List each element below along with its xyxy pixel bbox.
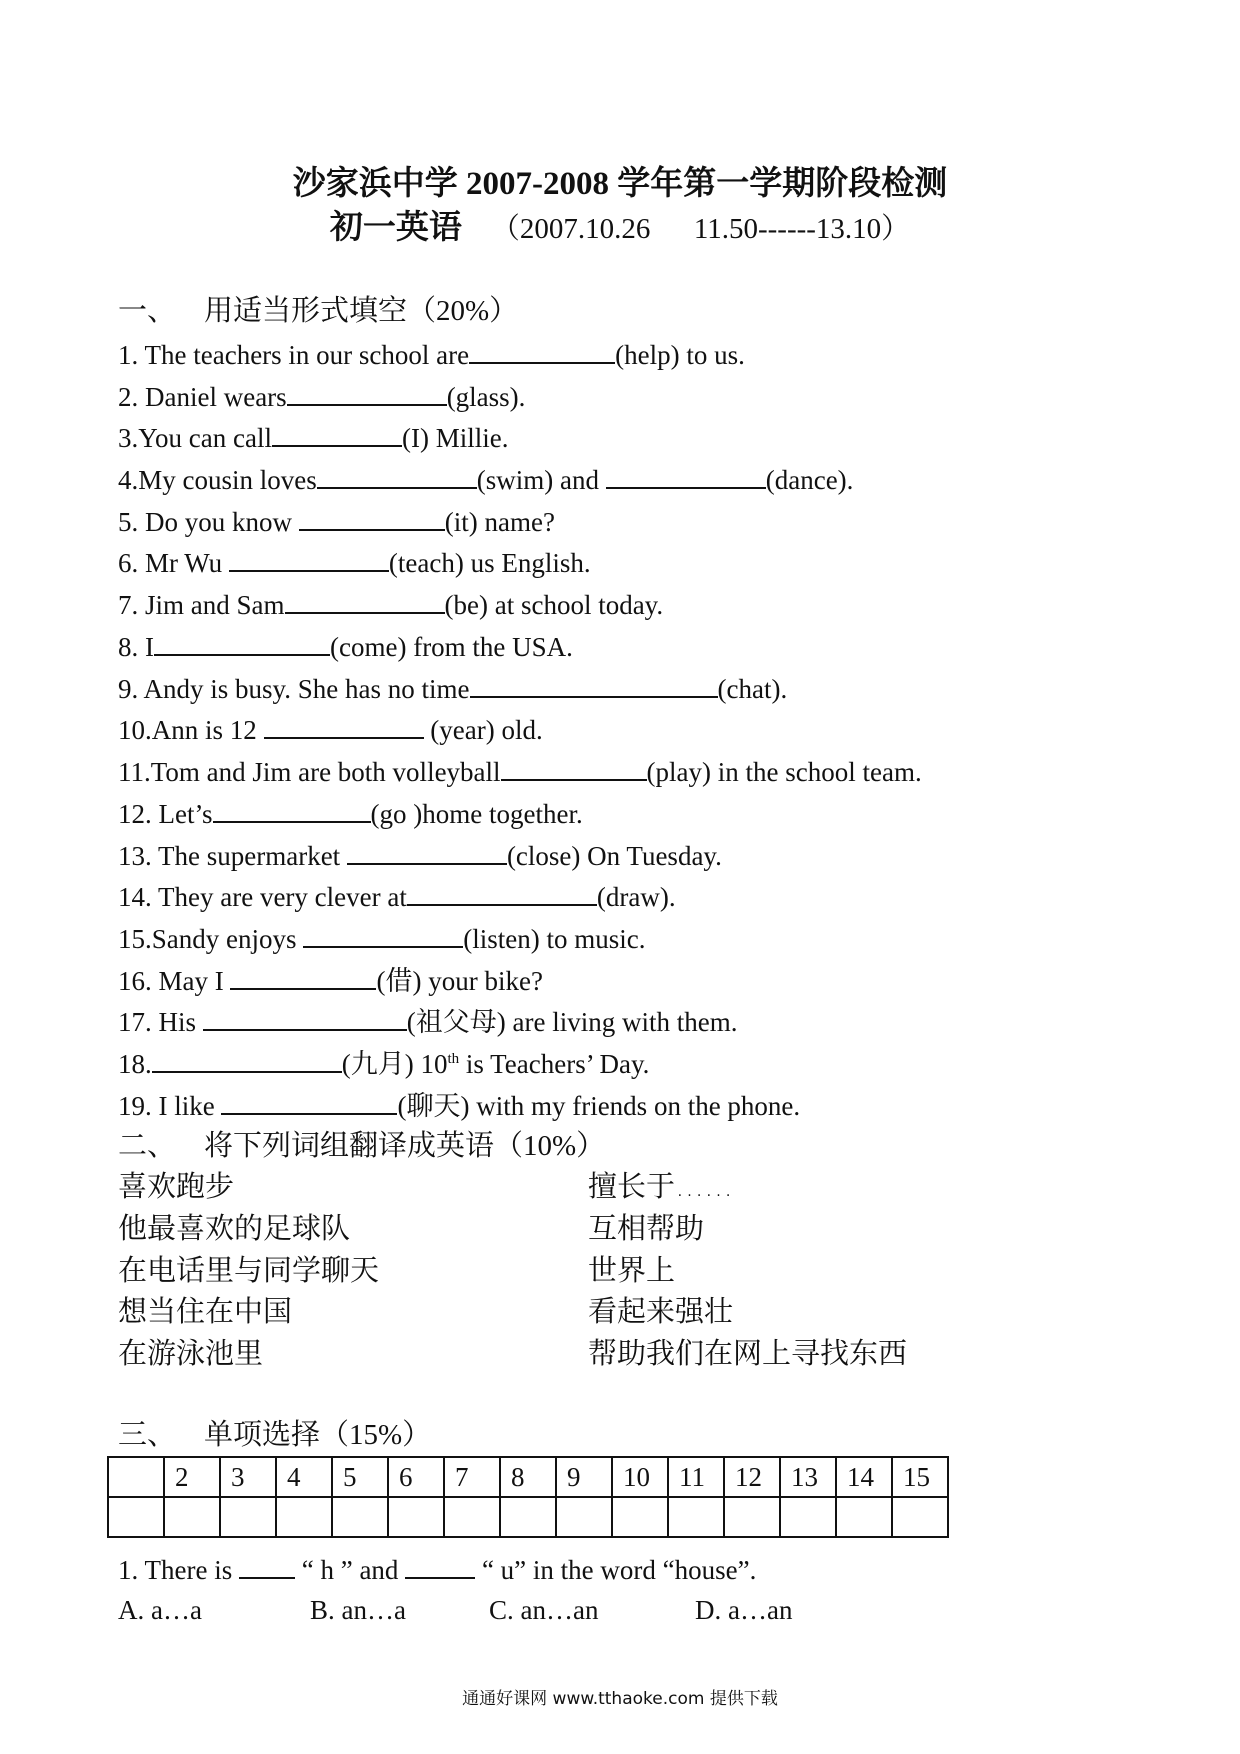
question-text: (glass). — [446, 382, 526, 412]
answer-blank[interactable] — [221, 1091, 397, 1115]
grid-header-cell: 2 — [164, 1457, 220, 1497]
answer-grid-answer-row — [108, 1497, 948, 1537]
grid-answer-cell[interactable] — [332, 1497, 388, 1537]
question-19 — [118, 1091, 800, 1120]
question-text: (swim) and — [476, 465, 606, 495]
question-12 — [118, 799, 583, 828]
answer-blank[interactable] — [299, 507, 445, 531]
question-4 — [118, 465, 853, 494]
question-text: 8. I — [118, 632, 154, 662]
section-1-number: 一、 — [118, 295, 177, 327]
phrase-item: 在游泳池里 — [118, 1336, 264, 1370]
question-18 — [118, 1049, 649, 1078]
answer-blank[interactable] — [501, 757, 647, 781]
question-text: 4.My cousin loves — [118, 465, 317, 495]
question-1 — [118, 340, 745, 369]
question-text: 6. Mr Wu — [118, 548, 229, 578]
grid-header-cell: 7 — [444, 1457, 500, 1497]
grid-header-cell — [108, 1457, 164, 1497]
question-text: (draw). — [596, 882, 676, 912]
answer-blank[interactable] — [239, 1555, 295, 1579]
question-text: (go )home together. — [370, 799, 583, 829]
answer-blank[interactable] — [272, 423, 402, 447]
answer-blank[interactable] — [287, 382, 447, 406]
exam-subtitle — [0, 212, 1240, 245]
grid-answer-cell[interactable] — [892, 1497, 948, 1537]
answer-blank[interactable] — [264, 715, 424, 739]
grid-header-cell: 3 — [220, 1457, 276, 1497]
question-text: (close) On Tuesday. — [506, 841, 722, 871]
question-7 — [118, 590, 663, 619]
question-text: 5. Do you know — [118, 507, 299, 537]
question-9 — [118, 674, 787, 703]
question-2 — [118, 382, 525, 411]
subject-name: 初一英语 — [329, 210, 462, 246]
grid-header-cell: 8 — [500, 1457, 556, 1497]
question-text: (listen) to music. — [463, 924, 646, 954]
question-text: 3.You can call — [118, 423, 272, 453]
question-15 — [118, 924, 645, 953]
question-text: is Teachers’ Day. — [459, 1049, 650, 1079]
question-3 — [118, 423, 508, 452]
option-d[interactable]: D. a…an — [695, 1595, 793, 1625]
grid-answer-cell[interactable] — [276, 1497, 332, 1537]
question-14 — [118, 882, 676, 911]
answer-blank[interactable] — [285, 590, 445, 614]
grid-answer-cell[interactable] — [668, 1497, 724, 1537]
phrase-item: 想当住在中国 — [118, 1294, 293, 1328]
question-text: 11.Tom and Jim are both volleyball — [118, 757, 501, 787]
question-text: 14. They are very clever at — [118, 882, 407, 912]
question-text: “ h ” and — [294, 1555, 406, 1585]
grid-answer-cell[interactable] — [836, 1497, 892, 1537]
question-text: (dance). — [765, 465, 854, 495]
section-2-title: 将下列词组翻译成英语（10%） — [204, 1130, 606, 1162]
answer-blank[interactable] — [606, 465, 766, 489]
question-text: (借) your bike? — [376, 966, 543, 996]
section-3-title: 单项选择（15%） — [204, 1419, 432, 1451]
answer-blank[interactable] — [317, 465, 477, 489]
question-text: “ u” in the word “house”. — [475, 1555, 757, 1585]
grid-header-cell: 13 — [780, 1457, 836, 1497]
question-text: (come) from the USA. — [330, 632, 573, 662]
answer-blank[interactable] — [154, 632, 330, 656]
section-1-heading — [118, 297, 518, 326]
question-16 — [118, 966, 543, 995]
question-text: 16. May I — [118, 966, 231, 996]
answer-blank[interactable] — [407, 882, 597, 906]
grid-header-cell: 4 — [276, 1457, 332, 1497]
grid-answer-cell[interactable] — [500, 1497, 556, 1537]
grid-answer-cell[interactable] — [388, 1497, 444, 1537]
section-1-title: 用适当形式填空（20%） — [204, 295, 519, 327]
exam-time: （2007.10.26 11.50------13.10） — [490, 213, 911, 245]
question-text: (I) Millie. — [401, 423, 509, 453]
grid-header-cell: 9 — [556, 1457, 612, 1497]
grid-header-cell: 5 — [332, 1457, 388, 1497]
question-text: 18. — [118, 1049, 152, 1079]
question-text: (九月) 10 — [341, 1049, 448, 1079]
grid-header-cell: 6 — [388, 1457, 444, 1497]
question-text: 12. Let’s — [118, 799, 213, 829]
answer-blank[interactable] — [470, 674, 718, 698]
question-text: 13. The supermarket — [118, 841, 347, 871]
question-17 — [118, 1007, 737, 1036]
grid-answer-cell[interactable] — [164, 1497, 220, 1537]
grid-header-cell: 10 — [612, 1457, 668, 1497]
question-13 — [118, 841, 722, 870]
question-text: 2. Daniel wears — [118, 382, 287, 412]
grid-header-cell: 14 — [836, 1457, 892, 1497]
answer-blank[interactable] — [230, 966, 376, 990]
answer-blank[interactable] — [347, 841, 507, 865]
grid-answer-cell[interactable] — [724, 1497, 780, 1537]
question-text: 1. The teachers in our school are — [118, 340, 470, 370]
question-text: (祖父母) are living with them. — [406, 1007, 738, 1037]
option-a[interactable]: A. a…a — [118, 1595, 202, 1625]
question-text: 15.Sandy enjoys — [118, 924, 304, 954]
phrase-item: 世界上 — [588, 1253, 676, 1287]
page-footer: 通通好课网 www.tthaoke.com 提供下载 — [462, 1689, 778, 1709]
phrase-item: 他最喜欢的足球队 — [118, 1211, 351, 1245]
answer-blank[interactable] — [405, 1555, 475, 1579]
section-3-number: 三、 — [118, 1419, 177, 1451]
grid-header-cell: 11 — [668, 1457, 724, 1497]
phrase-item: 看起来强壮 — [588, 1294, 734, 1328]
answer-blank[interactable] — [152, 1049, 342, 1073]
answer-blank[interactable] — [203, 1007, 407, 1031]
question-text: 9. Andy is busy. She has no time — [118, 674, 470, 704]
mc-question-1 — [118, 1555, 756, 1584]
question-text: (chat). — [717, 674, 788, 704]
question-text: (year) old. — [423, 715, 543, 745]
grid-header-cell: 12 — [724, 1457, 780, 1497]
answer-blank[interactable] — [469, 340, 615, 364]
question-text: (be) at school today. — [444, 590, 664, 620]
question-text: (help) to us. — [615, 340, 745, 370]
phrase-item: 在电话里与同学聊天 — [118, 1253, 380, 1287]
answer-blank[interactable] — [213, 799, 371, 823]
question-text: (teach) us English. — [388, 548, 591, 578]
answer-blank[interactable] — [303, 924, 463, 948]
question-text: (play) in the school team. — [646, 757, 922, 787]
superscript: th — [447, 1051, 460, 1067]
question-text: 19. I like — [118, 1091, 222, 1121]
phrase-item: 帮助我们在网上寻找东西 — [588, 1336, 908, 1370]
question-8 — [118, 632, 573, 661]
grid-answer-cell[interactable] — [220, 1497, 276, 1537]
answer-blank[interactable] — [229, 548, 389, 572]
grid-answer-cell[interactable] — [108, 1497, 164, 1537]
grid-header-cell: 15 — [892, 1457, 948, 1497]
question-text: 10.Ann is 12 — [118, 715, 264, 745]
question-6 — [118, 548, 591, 577]
grid-answer-cell[interactable] — [444, 1497, 500, 1537]
exam-title: 沙家浜中学 2007-2008 学年第一学期阶段检测 — [292, 166, 948, 202]
grid-answer-cell[interactable] — [556, 1497, 612, 1537]
phrase-item: 互相帮助 — [588, 1211, 705, 1245]
section-2-number: 二、 — [118, 1130, 177, 1162]
phrase-item: 喜欢跑步 — [118, 1169, 235, 1203]
answer-grid — [107, 1456, 949, 1538]
question-text: 17. His — [118, 1007, 203, 1037]
question-5 — [118, 507, 555, 536]
question-11 — [118, 757, 922, 786]
question-10 — [118, 715, 543, 744]
phrase-item: 擅长于…… — [588, 1169, 734, 1203]
question-text: (聊天) with my friends on the phone. — [397, 1091, 801, 1121]
answer-grid-header-row — [108, 1457, 948, 1497]
question-text: (it) name? — [444, 507, 555, 537]
section-2-heading — [118, 1132, 605, 1161]
section-3-heading — [118, 1421, 431, 1450]
option-b[interactable]: B. an…a — [310, 1595, 406, 1625]
grid-answer-cell[interactable] — [780, 1497, 836, 1537]
grid-answer-cell[interactable] — [612, 1497, 668, 1537]
option-c[interactable]: C. an…an — [489, 1595, 599, 1625]
question-text: 1. There is — [118, 1555, 239, 1585]
question-text: 7. Jim and Sam — [118, 590, 285, 620]
